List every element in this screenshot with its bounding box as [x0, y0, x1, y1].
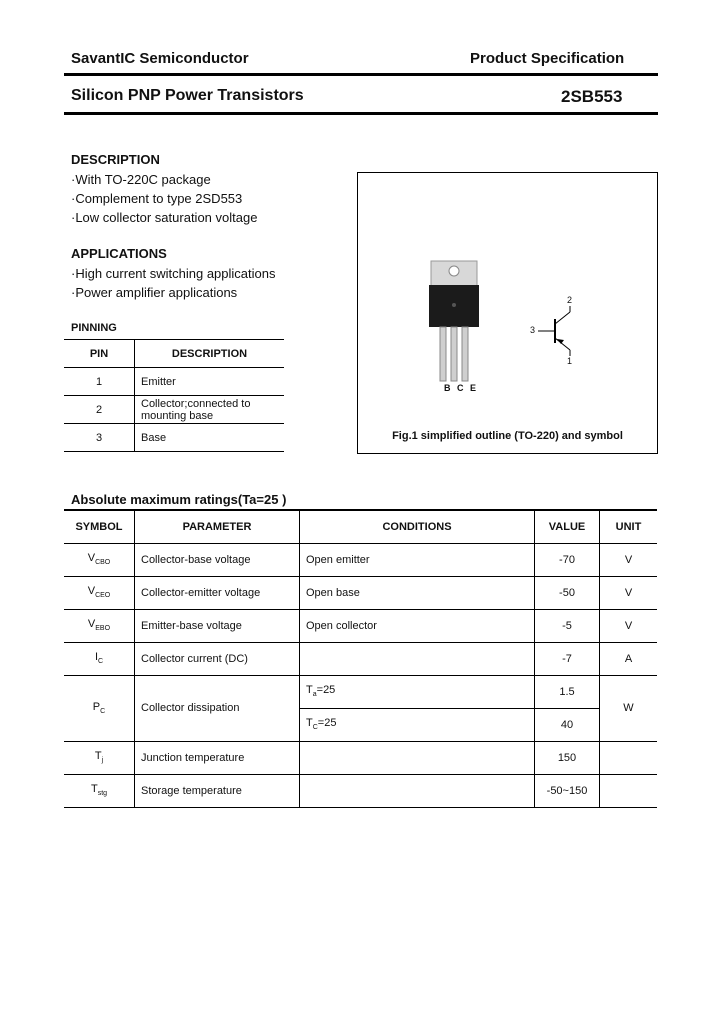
table-row [64, 675, 657, 708]
company-name: SavantIC Semiconductor [71, 50, 249, 67]
symbol-label-1: 1 [567, 356, 573, 366]
header-rule [64, 73, 658, 76]
unit-cell: V [600, 576, 658, 609]
conditions-col-header: CONDITIONS [300, 510, 535, 543]
pin-number: 2 [64, 396, 135, 424]
table-row [64, 424, 284, 452]
pin-number: 1 [64, 368, 135, 396]
unit-cell [600, 774, 658, 807]
value-cell: -7 [535, 642, 600, 675]
pinning-header-row [64, 340, 284, 368]
description-heading: DESCRIPTION [71, 152, 160, 167]
desc-col-header: DESCRIPTION [135, 340, 285, 368]
value-cell: -50~150 [535, 774, 600, 807]
conditions-cell: $T_a=25$ [300, 675, 535, 708]
ratings-table [64, 509, 657, 808]
unit-cell: V [600, 609, 658, 642]
symbol-cell: $T_j$ [64, 741, 135, 774]
description-list [71, 170, 257, 227]
applications-heading: APPLICATIONS [71, 246, 167, 261]
parameter-col-header: PARAMETER [135, 510, 300, 543]
pin-description: Emitter [135, 368, 285, 396]
unit-cell: W [600, 675, 658, 741]
conditions-cell: Open base [300, 576, 535, 609]
parameter-cell: Collector dissipation [135, 675, 300, 741]
unit-cell: A [600, 642, 658, 675]
table-row [64, 396, 284, 424]
value-cell: -5 [535, 609, 600, 642]
doc-type: Product Specification [470, 50, 625, 67]
conditions-cell: Open emitter [300, 543, 535, 576]
symbol-cell: $V_{CBO}$ [64, 543, 135, 576]
figure-box [357, 172, 658, 454]
pinning-heading: PINNING [71, 322, 117, 334]
description-item: ·Complement to type 2SD553 [71, 191, 243, 206]
ratings-header-row [64, 510, 657, 543]
part-number: 2SB553 [561, 87, 623, 106]
pin-description: Base [135, 424, 285, 452]
symbol-label-2: 2 [567, 295, 573, 305]
pin-number: 3 [64, 424, 135, 452]
symbol-cell: $T_{stg}$ [64, 774, 135, 807]
figure-caption: Fig.1 simplified outline (TO-220) and symbol [392, 430, 623, 442]
value-cell: 40 [535, 708, 600, 741]
conditions-cell [300, 741, 535, 774]
pin-col-header: PIN [64, 340, 135, 368]
pinning-table [64, 339, 284, 452]
lead-labels: B C E [444, 383, 479, 393]
symbol-cell: $P_C$ [64, 675, 135, 741]
value-cell: -70 [535, 543, 600, 576]
symbol-label-3: 3 [530, 325, 536, 335]
parameter-cell: Emitter-base voltage [135, 609, 300, 642]
symbol-cell: $V_{CEO}$ [64, 576, 135, 609]
table-row [64, 774, 657, 807]
title-rule [64, 112, 658, 115]
value-col-header: VALUE [535, 510, 600, 543]
parameter-cell: Storage temperature [135, 774, 300, 807]
applications-item: ·High current switching applications [71, 266, 276, 281]
pnp-transistor-symbol-icon [358, 173, 657, 453]
parameter-cell: Collector-base voltage [135, 543, 300, 576]
conditions-cell: $T_C=25$ [300, 708, 535, 741]
table-row [64, 741, 657, 774]
symbol-col-header: SYMBOL [64, 510, 135, 543]
value-cell: -50 [535, 576, 600, 609]
symbol-cell: $I_C$ [64, 642, 135, 675]
table-row [64, 368, 284, 396]
parameter-cell: Collector current (DC) [135, 642, 300, 675]
parameter-cell: Collector-emitter voltage [135, 576, 300, 609]
table-row [64, 642, 657, 675]
table-row [64, 576, 657, 609]
conditions-cell [300, 642, 535, 675]
ratings-heading: Absolute maximum ratings(Ta=25 ) [71, 492, 287, 507]
unit-cell [600, 741, 658, 774]
symbol-cell: $V_{EBO}$ [64, 609, 135, 642]
parameter-cell: Junction temperature [135, 741, 300, 774]
table-row [64, 543, 657, 576]
unit-cell: V [600, 543, 658, 576]
applications-list [71, 264, 275, 302]
description-item: ·Low collector saturation voltage [71, 210, 258, 225]
unit-col-header: UNIT [600, 510, 658, 543]
description-item: ·With TO-220C package [71, 172, 211, 187]
applications-item: ·Power amplifier applications [71, 285, 238, 300]
value-cell: 1.5 [535, 675, 600, 708]
value-cell: 150 [535, 741, 600, 774]
conditions-cell: Open collector [300, 609, 535, 642]
table-row [64, 609, 657, 642]
pin-description: Collector;connected to mounting base [135, 396, 285, 424]
product-title: Silicon PNP Power Transistors [71, 87, 304, 104]
conditions-cell [300, 774, 535, 807]
